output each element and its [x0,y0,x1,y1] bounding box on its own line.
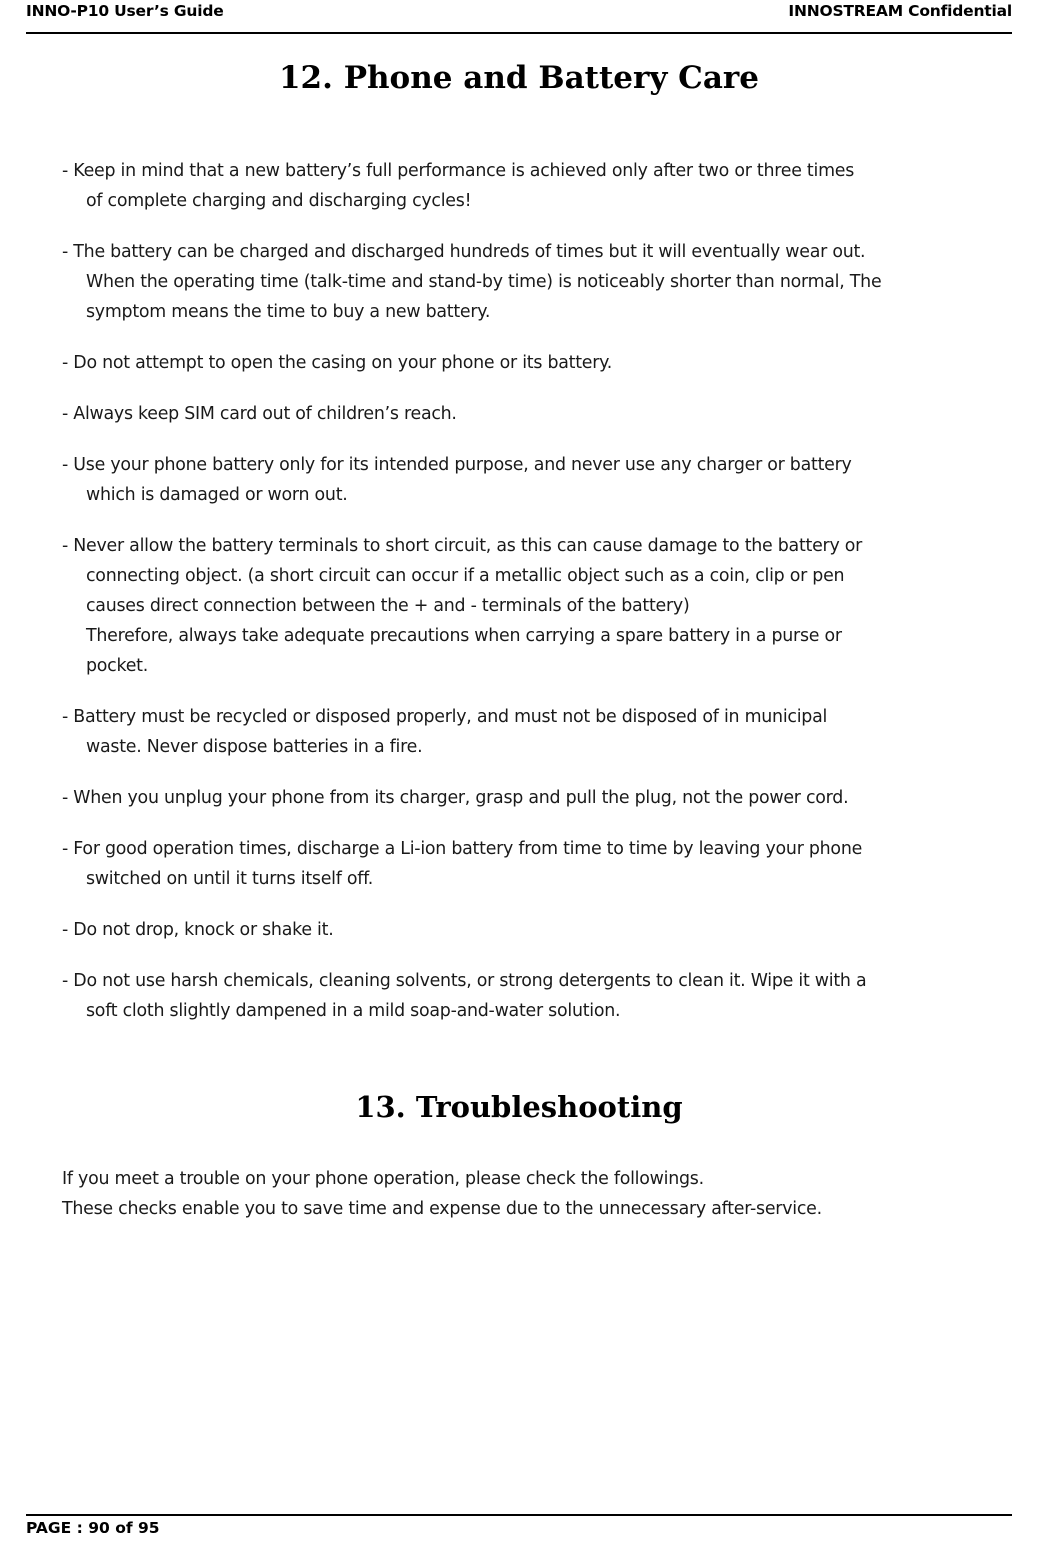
page-header [26,0,1012,34]
care-item-line: causes direct connection between the + and - terminals of the battery) [86,596,690,616]
care-item-lead: - Battery must be recycled or disposed properly, and must not be disposed of in municipal [62,707,828,727]
care-item-lead: - The battery can be charged and discharged hundreds of times but it will eventually wear out. [62,242,866,262]
section-13-line: These checks enable you to save time and expense due to the unnecessary after-service. [62,1199,822,1219]
care-item-lead: - For good operation times, discharge a Li-ion battery from time to time by leaving your phone [62,839,863,859]
care-item [62,966,998,1026]
care-item [62,156,998,216]
page-number: PAGE : 90 of 95 [26,1519,160,1537]
section-13-content [26,1164,1012,1224]
care-item [62,348,998,378]
section-13-line: If you meet a trouble on your phone operation, please check the followings. [62,1169,704,1189]
section-12-title: 12. Phone and Battery Care [278,60,759,96]
care-item [62,702,998,762]
section-13 [26,1090,1012,1224]
care-item [62,450,998,510]
care-item-lead: - Always keep SIM card out of children’s reach. [62,404,457,424]
care-item-line: waste. Never dispose batteries in a fire. [86,737,423,757]
care-item-lead: - Keep in mind that a new battery’s full performance is achieved only after two or three times [62,161,855,181]
care-item-line: When the operating time (talk-time and stand-by time) is noticeably shorter than normal, The [86,272,882,292]
care-item-line: switched on until it turns itself off. [86,869,374,889]
care-item-line: soft cloth slightly dampened in a mild soap-and-water solution. [86,1001,621,1021]
header-confidentiality-notice: INNOSTREAM Confidential [788,2,1012,20]
care-item [62,834,998,894]
care-item-lead: - Do not drop, knock or shake it. [62,920,334,940]
care-item [62,399,998,429]
care-item [62,783,998,813]
care-item [62,531,998,681]
section-13-title: 13. Troubleshooting [355,1090,683,1124]
care-item-line: of complete charging and discharging cycles! [86,191,472,211]
care-item-line: connecting object. (a short circuit can occur if a metallic object such as a coin, clip or pen [86,566,845,586]
care-item-lead: - Never allow the battery terminals to short circuit, as this can cause damage to the battery or [62,536,863,556]
page-footer [26,1514,1012,1537]
care-item-line: symptom means the time to buy a new battery. [86,302,491,322]
care-item-lead: - Do not attempt to open the casing on your phone or its battery. [62,353,612,373]
care-item [62,915,998,945]
care-item-lead: - Use your phone battery only for its intended purpose, and never use any charger or battery [62,455,852,475]
care-item [62,237,998,327]
care-item-line: which is damaged or worn out. [86,485,348,505]
care-item-lead: - When you unplug your phone from its charger, grasp and pull the plug, not the power cord. [62,788,849,808]
header-document-title: INNO-P10 User’s Guide [26,2,224,20]
care-item-line: pocket. [86,656,148,676]
care-item-lead: - Do not use harsh chemicals, cleaning solvents, or strong detergents to clean it. Wipe it with a [62,971,867,991]
section-12-content [26,156,1012,1026]
care-item-line: Therefore, always take adequate precautions when carrying a spare battery in a purse or [86,626,842,646]
